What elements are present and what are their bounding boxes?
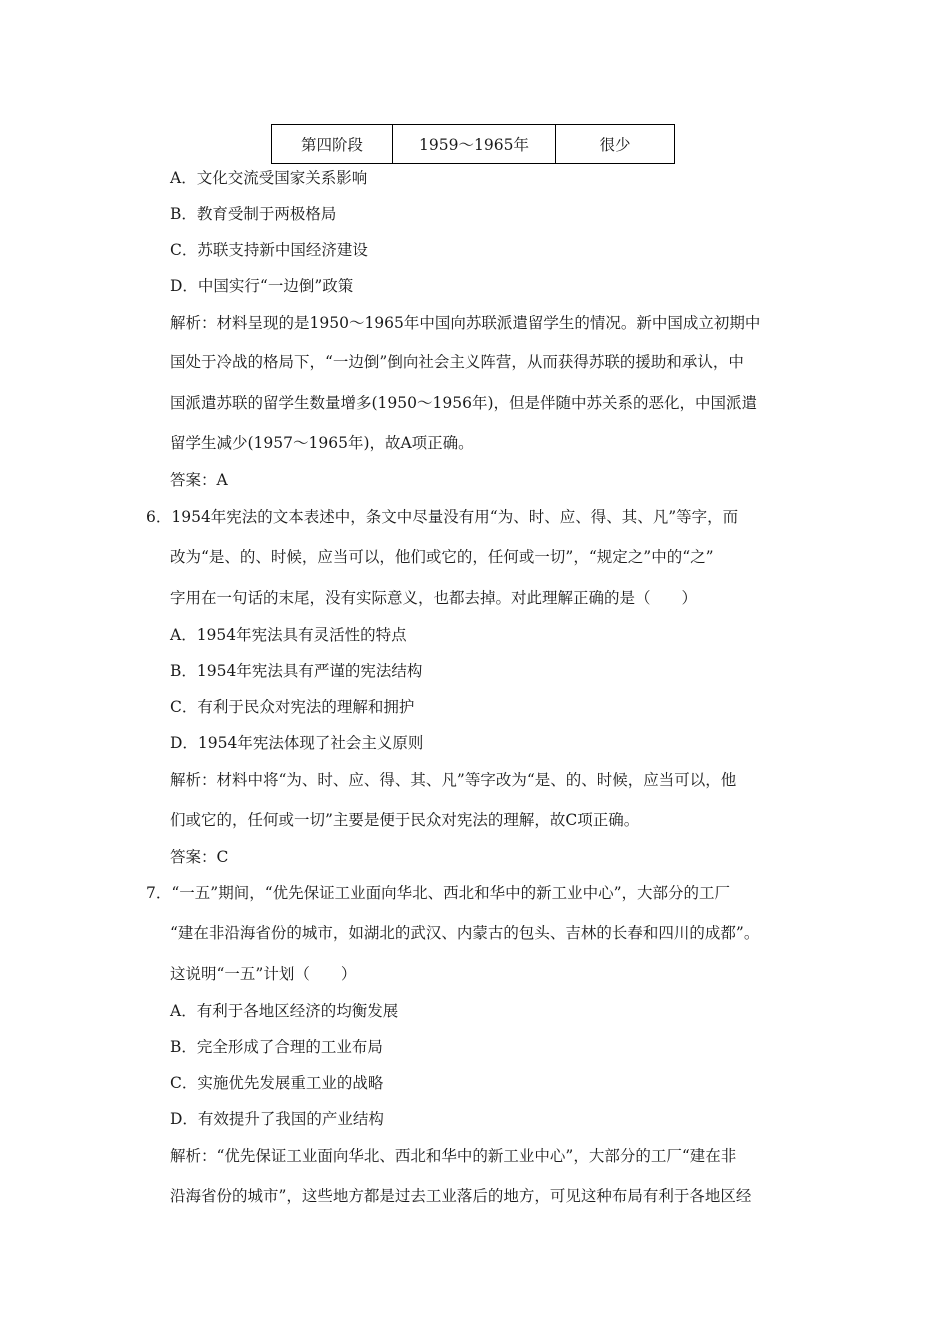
q6-answer: 答案：C (170, 848, 229, 866)
table-row (272, 125, 675, 164)
q6-analysis-line: 解析：材料中将“为、时、应、得、其、凡”等字改为“是、的、时候，应当可以，他 (170, 771, 737, 789)
q5-option-b: B．教育受制于两极格局 (170, 205, 337, 223)
q7-analysis-line: 沿海省份的城市”，这些地方都是过去工业落后的地方，可见这种布局有利于各地区经 (170, 1187, 752, 1205)
q7-option-a: A．有利于各地区经济的均衡发展 (170, 1002, 399, 1020)
q7-stem-line: “建在非沿海省份的城市，如湖北的武汉、内蒙古的包头、吉林的长春和四川的成都”。 (170, 924, 760, 942)
q7-option-b: B．完全形成了合理的工业布局 (170, 1038, 383, 1056)
q5-analysis-line: 解析：材料呈现的是1950～1965年中国向苏联派遣留学生的情况。新中国成立初期中 (170, 314, 761, 332)
stage-table (271, 124, 675, 164)
q5-option-c: C．苏联支持新中国经济建设 (170, 241, 368, 259)
count-cell: 很少 (556, 125, 675, 164)
q7-stem-line: 7．“一五”期间，“优先保证工业面向华北、西北和华中的新工业中心”，大部分的工厂 (146, 884, 731, 902)
q5-analysis-line: 国处于冷战的格局下，“一边倒”倒向社会主义阵营，从而获得苏联的援助和承认，中 (170, 353, 744, 371)
q6-option-c: C．有利于民众对宪法的理解和拥护 (170, 698, 415, 716)
years-cell: 1959～1965年 (393, 125, 556, 164)
q6-analysis-line: 们或它的，任何或一切”主要是便于民众对宪法的理解，故C项正确。 (170, 811, 640, 829)
q5-option-d: D．中国实行“一边倒”政策 (170, 277, 354, 295)
q5-option-a: A．文化交流受国家关系影响 (170, 169, 368, 187)
q7-option-d: D．有效提升了我国的产业结构 (170, 1110, 384, 1128)
q6-stem-line: 6．1954年宪法的文本表述中，条文中尽量没有用“为、时、应、得、其、凡”等字，而 (146, 508, 739, 526)
q7-option-c: C．实施优先发展重工业的战略 (170, 1074, 384, 1092)
q5-analysis-line: 留学生减少(1957～1965年)，故A项正确。 (170, 434, 474, 452)
q6-stem-line: 字用在一句话的末尾，没有实际意义，也都去掉。对此理解正确的是（ ） (170, 589, 698, 607)
q5-answer: 答案：A (170, 471, 228, 489)
q7-stem-line: 这说明“一五”计划（ ） (170, 965, 357, 983)
q5-analysis-line: 国派遣苏联的留学生数量增多(1950～1956年)，但是伴随中苏关系的恶化，中国派遣 (170, 394, 757, 412)
q6-option-d: D．1954年宪法体现了社会主义原则 (170, 734, 424, 752)
q6-option-b: B．1954年宪法具有严谨的宪法结构 (170, 662, 423, 680)
stage-cell: 第四阶段 (272, 125, 393, 164)
q6-stem-line: 改为“是、的、时候，应当可以，他们或它的，任何或一切”，“规定之”中的“之” (170, 548, 714, 566)
q7-analysis-line: 解析：“优先保证工业面向华北、西北和华中的新工业中心”，大部分的工厂“建在非 (170, 1147, 737, 1165)
q6-option-a: A．1954年宪法具有灵活性的特点 (170, 626, 407, 644)
